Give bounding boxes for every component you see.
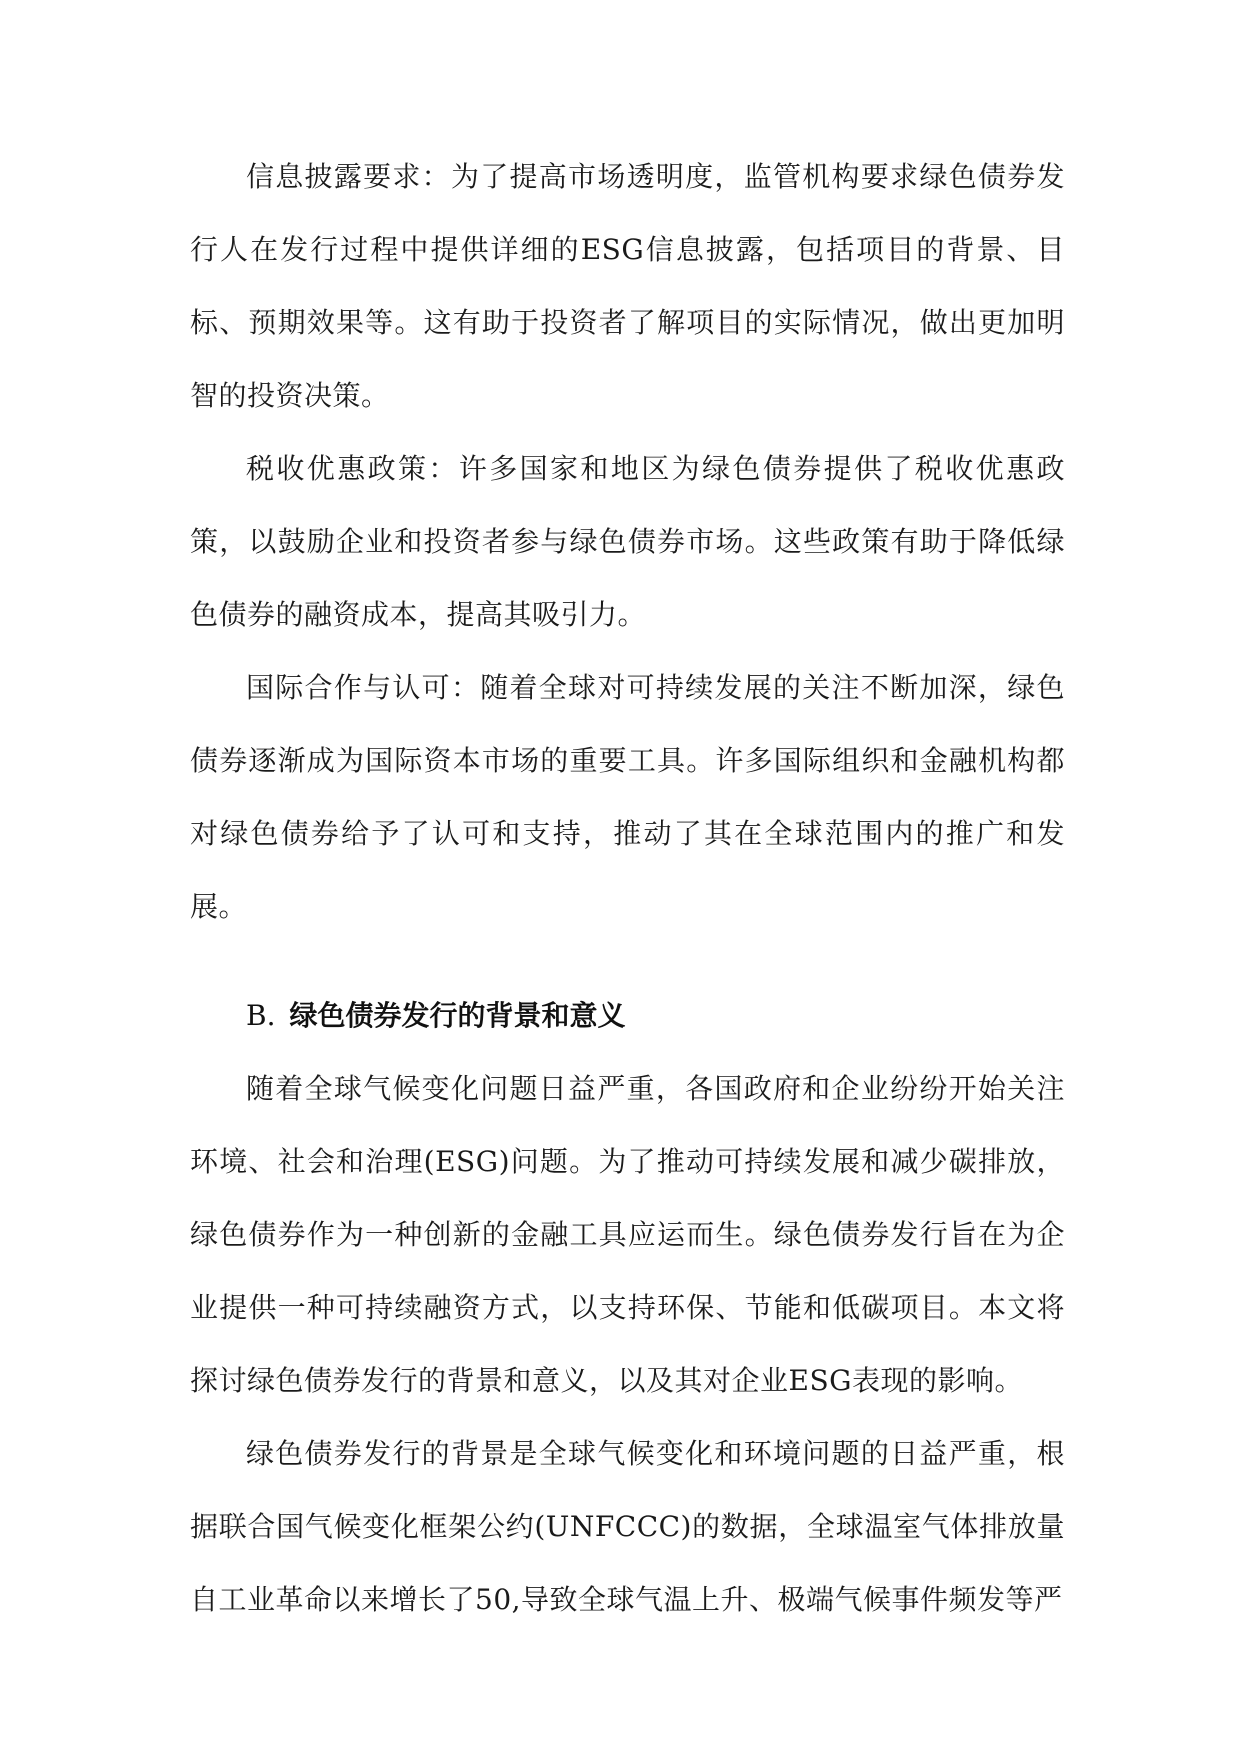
document-body: [190, 140, 1065, 1636]
paragraph-background: 随着全球气候变化问题日益严重，各国政府和企业纷纷开始关注环境、社会和治理(ESG)问题。为了推动可持续发展和减少碳排放，绿色债券作为一种创新的金融工具应运而生。绿色债券发行旨在为企业提供一种可持续融资方式，以支持环保、节能和低碳项目。本文将探讨绿色债券发行的背景和意义，以及其对企业ESG表现的影响。: [190, 1072, 1065, 1397]
section-title: 绿色债券发行的背景和意义: [289, 999, 626, 1032]
paragraph-context: 绿色债券发行的背景是全球气候变化和环境问题的日益严重，根据联合国气候变化框架公约(UNFCCC)的数据，全球温室气体排放量自工业革命以来增长了50,导致全球气温上升、极端气候事件频发等严: [190, 1437, 1065, 1616]
section-label: B.: [246, 999, 276, 1032]
paragraph-disclosure: 信息披露要求：为了提高市场透明度，监管机构要求绿色债券发行人在发行过程中提供详细的ESG信息披露，包括项目的背景、目标、预期效果等。这有助于投资者了解项目的实际情况，做出更加明智的投资决策。: [190, 160, 1065, 412]
section-heading: [190, 979, 1065, 1052]
paragraph-international: 国际合作与认可：随着全球对可持续发展的关注不断加深，绿色债券逐渐成为国际资本市场的重要工具。许多国际组织和金融机构都对绿色债券给予了认可和支持，推动了其在全球范围内的推广和发展。: [190, 671, 1065, 923]
paragraph-tax-policy: 税收优惠政策：许多国家和地区为绿色债券提供了税收优惠政策，以鼓励企业和投资者参与绿色债券市场。这些政策有助于降低绿色债券的融资成本，提高其吸引力。: [190, 452, 1065, 631]
